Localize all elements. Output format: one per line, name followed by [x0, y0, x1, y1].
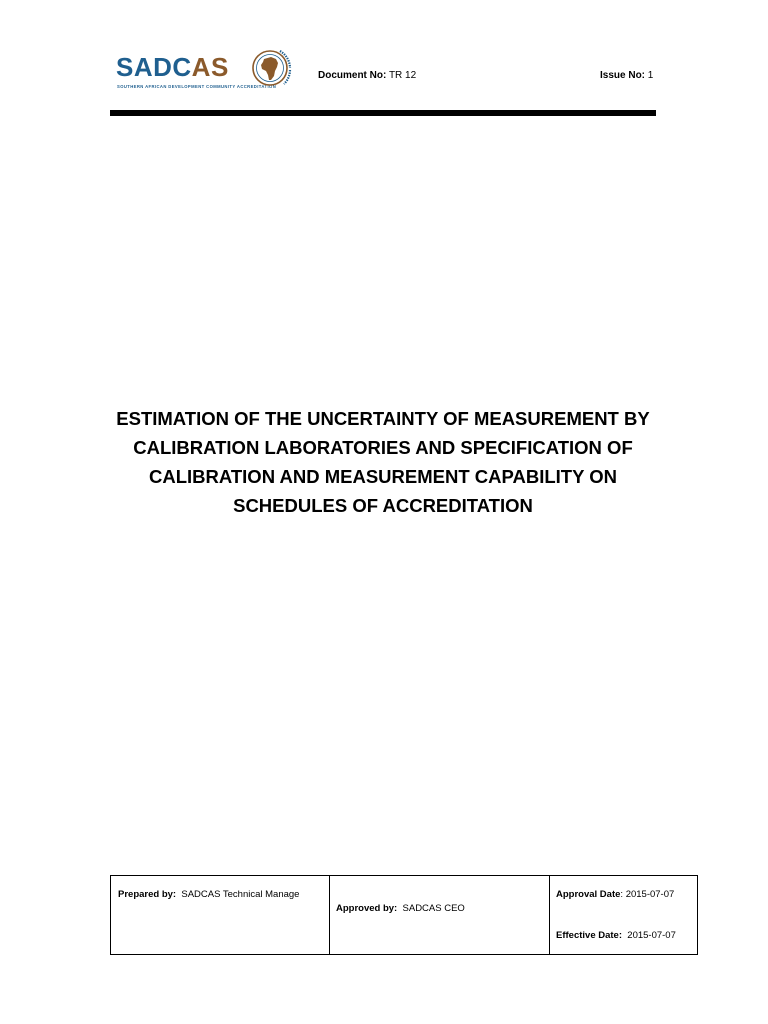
title-line: CALIBRATION LABORATORIES AND SPECIFICATION OF	[133, 437, 633, 458]
effective-date-label: Effective Date:	[556, 930, 622, 941]
africa-seal-icon	[247, 44, 293, 90]
sadcas-logo	[116, 44, 296, 96]
header-divider	[110, 110, 656, 116]
document-number: Document No: TR 12	[318, 70, 417, 81]
logo-tagline: SOUTHERN AFRICAN DEVELOPMENT COMMUNITY ACCREDITATION	[117, 84, 277, 89]
prepared-by-label: Prepared by:	[118, 889, 177, 900]
title-line: SCHEDULES OF ACCREDITATION	[233, 495, 533, 516]
title-line: ESTIMATION OF THE UNCERTAINTY OF MEASUREMENT BY	[116, 408, 650, 429]
approved-by-label: Approved by:	[336, 903, 398, 914]
prepared-by-value: SADCAS Technical Manage	[181, 889, 300, 900]
issue-number: Issue No: 1	[600, 70, 654, 81]
approval-date-value: 2015-07-07	[625, 889, 675, 900]
approved-by-cell	[330, 876, 550, 954]
document-title	[80, 404, 686, 520]
effective-date-value: 2015-07-07	[627, 930, 676, 941]
approval-date-label: Approval Date	[556, 889, 621, 900]
document-header	[110, 44, 656, 108]
signoff-table	[110, 875, 698, 955]
prepared-by-cell	[111, 876, 330, 954]
dates-cell: Approval Date: 2015-07-07 Effective Date: 2015-07-07	[556, 889, 676, 941]
title-line: CALIBRATION AND MEASUREMENT CAPABILITY ON	[149, 466, 617, 487]
logo-wordmark: SADCAS	[116, 52, 229, 82]
approved-by-value: SADCAS CEO	[402, 903, 465, 914]
